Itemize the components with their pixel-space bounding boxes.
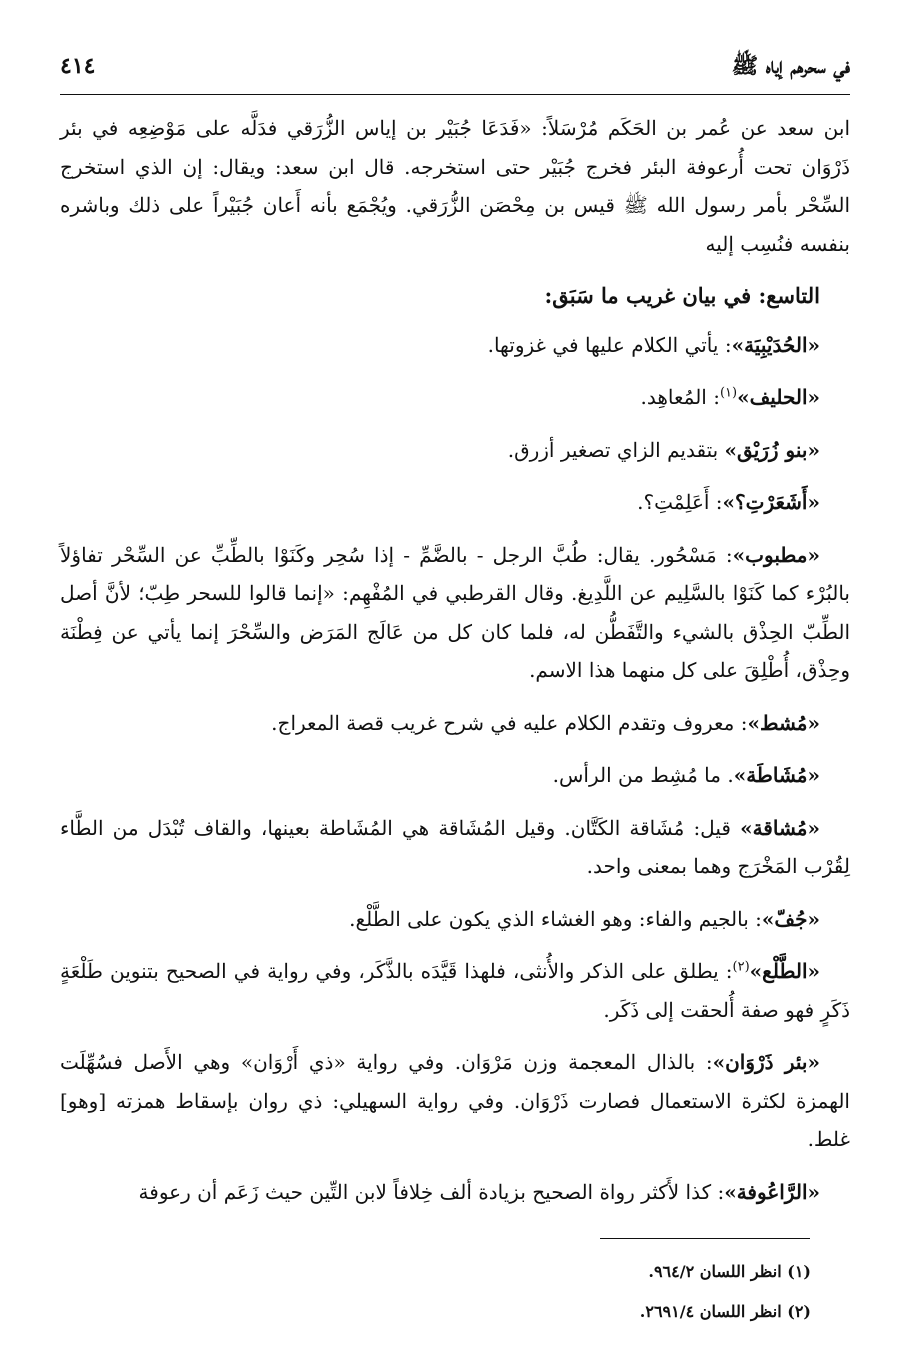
glossary-entry	[60, 756, 850, 795]
glossary-entry	[60, 431, 850, 470]
glossary-definition: قيل: مُشَاقة الكَتَّان. وقيل المُشَاقة هي المُشَاطة بعينها، والقاف تُبْدَل من الطَّاء لِقُرْب المَخْرَج وهما بمعنى واحد.	[60, 815, 850, 878]
main-text	[60, 109, 850, 1211]
glossary-entry	[60, 378, 850, 417]
section-heading: التاسع: في بيان غريب ما سَبَق:	[544, 283, 820, 308]
glossary-term: «مُشط»	[747, 710, 820, 735]
glossary-entry	[60, 1173, 850, 1212]
book-page	[60, 52, 850, 1225]
glossary-definition: : بالجيم والفاء: وهو الغشاء الذي يكون على الطَّلْع.	[349, 906, 762, 931]
glossary-term: «جُفّ»	[761, 906, 820, 931]
glossary-entry	[60, 1043, 850, 1159]
glossary-term: «بئر ذَرْوَان»	[712, 1050, 820, 1074]
footnote-reference[interactable]: (١)	[719, 385, 738, 401]
footnotes	[311, 1252, 811, 1332]
footnote-reference[interactable]: (٢)	[732, 959, 750, 975]
page-header	[60, 52, 850, 95]
intro-paragraph: ابن سعد عن عُمر بن الحَكَم مُرْسَلاً: «فَدَعَا جُبَيْر بن إياس الزُّرَقي فدَلَّه على مَوْضِعِه في بئر ذَرْوَان تحت أُرعوفة البئر فخرج جُبَيْر حتى استخرجه. قال ابن سعد: ويقال: إن الذي استخرج السِّحْر بأمر رسول الله ﷺ قيس بن مِحْصَن الزُّرَقي. ويُجْمَع بأنه أَعان جُبَيْراً على ذلك وباشره بنفسه فنُسِب إليه	[60, 116, 850, 256]
glossary-entry	[60, 704, 850, 743]
glossary-term: «الطَّلْع»	[749, 959, 820, 983]
glossary-entry	[60, 900, 850, 939]
glossary-entry	[60, 483, 850, 522]
glossary-term: «أَشَعَرْتِ؟»	[722, 490, 820, 514]
glossary-term: «الحليف»	[737, 385, 820, 409]
glossary-definition: : المُعاهِد.	[640, 385, 720, 409]
footnote: (٢) انظر اللسان ٢٦٩١/٤.	[639, 1302, 811, 1321]
running-title: في سحرهم إياه ﷺ	[731, 53, 850, 79]
footnote: (١) انظر اللسان ٩٦٤/٢.	[648, 1262, 811, 1281]
glossary-entry	[60, 809, 850, 886]
glossary-definition: : أَعَلِمْتِ؟.	[637, 490, 723, 514]
glossary-definition: : يطلق على الذكر والأُنثى، فلهذا قَيَّدَه بالذَّكَر، وفي رواية في الصحيح بتنوين طَلْعَةٍ ذَكَرٍ فهو صفة أُلحقت إلى ذَكَر.	[60, 959, 850, 1022]
glossary-entry	[60, 326, 850, 365]
glossary-entry	[60, 536, 850, 690]
glossary-term: «مطبوب»	[732, 542, 820, 567]
glossary-term: «الرَّاعُوفة»	[724, 1179, 820, 1204]
glossary-definition: : مَسْحُور. يقال: طُبَّ الرجل - بالضَّمِّ - إذا سُحِر وكَنَوْا بالطِّبِّ عن السِّحْر تفاؤلاً بالبُرْء كما كَنَوْا بالسَّلِيم عن اللَّدِيغ. وقال القرطبي في المُفْهِم: «إنما قالوا للسحر طِبّ؛ لأنَّ أصل الطِّبّ الحِذْق بالشيء والتَّفَطُّن له، فلما كان كل من عَالَج المَرَض والسِّحْرَ إنما يأتي عن فِطْنَة وحِذْق، أُطْلِقَ على كل منهما هذا الاسم.	[60, 542, 850, 682]
glossary-entry	[60, 952, 850, 1029]
glossary-definition: : معروف وتقدم الكلام عليه في شرح غريب قصة المعراج.	[271, 710, 748, 735]
glossary-definition: : كذا لأَكثر رواة الصحيح بزيادة ألف خِلافاً لابن التِّين حيث زَعَم أن رعوفة	[138, 1179, 725, 1204]
glossary-term: «مُشاقة»	[740, 815, 820, 840]
footnote-divider	[600, 1238, 810, 1239]
glossary-term: «بنو زُرَيْق»	[724, 437, 820, 462]
glossary-definition: . ما مُشِط من الرأس.	[552, 763, 734, 787]
glossary-term: «الحُدَيْبِيَة»	[731, 332, 820, 357]
page-number: ٤١٤	[60, 53, 96, 79]
glossary-definition: بتقديم الزاي تصغير أزرق.	[507, 437, 725, 462]
glossary-definition: : يأتي الكلام عليها في غزوتها.	[487, 332, 732, 357]
glossary-term: «مُشَاطَة»	[733, 763, 820, 787]
glossary-definition: : بالذال المعجمة وزن مَرْوَان. وفي رواية «ذي أَرْوَان» وهي الأَصل فسُهِّلَت الهمزة لكثرة الاستعمال فصارت ذَرْوَان. وفي رواية السهيلي: ذي روان بإسقاط همزته [وهو] غلط.	[60, 1050, 850, 1151]
